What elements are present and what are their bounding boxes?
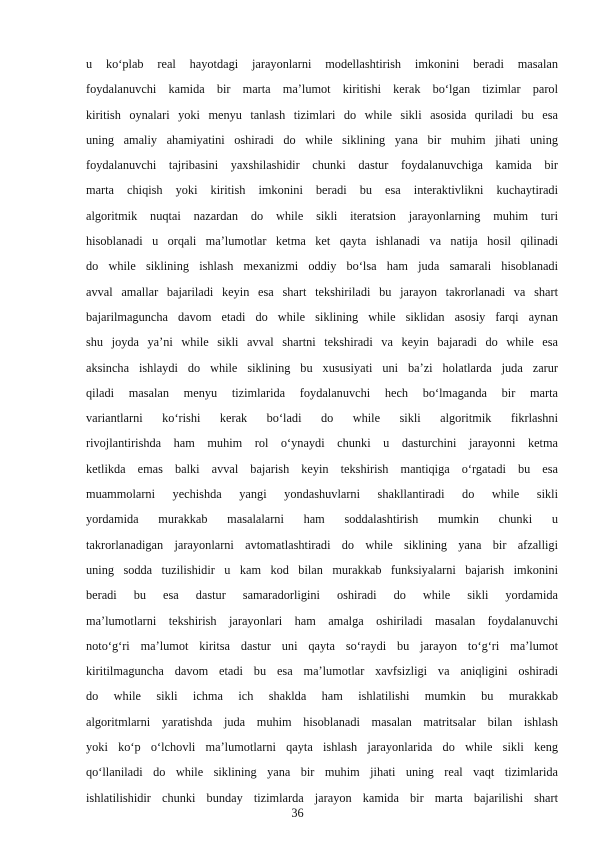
text-line: algoritmlarni yaratishda juda muhim hisoblanadi masalan matritsalar bilan ishlash [86, 714, 558, 729]
text-line: kiritish oynalari yoki menyu tanlash tizimlari do while sikli asosida quriladi bu esa [86, 107, 558, 122]
text-line: do while siklining ishlash mexanizmi oddiy bo‘lsa ham juda samarali hisoblanadi [86, 259, 558, 274]
text-line: uning sodda tuzilishidir u kam kod bilan murakkab funksiyalarni bajarish imkonini [86, 562, 558, 577]
text-line: noto‘g‘ri ma’lumot kiritsa dastur uni qayta so‘raydi bu jarayon to‘g‘ri ma’lumot [86, 638, 558, 653]
text-line: variantlarni ko‘rishi kerak bo‘ladi do while sikli algoritmik fikrlashni [86, 411, 558, 426]
text-line: hisoblanadi u orqali ma’lumotlar ketma ket qayta ishlanadi va natija hosil qilinadi [86, 234, 558, 249]
text-line: ma’lumotlarni tekshirish jarayonlari ham amalga oshiriladi masalan foydalanuvchi [86, 613, 558, 628]
text-line: foydalanuvchi kamida bir marta ma’lumot kiritishi kerak bo‘lgan tizimlar parol [86, 82, 558, 97]
text-line: yordamida murakkab masalalarni ham soddalashtirish mumkin chunki u [86, 512, 558, 527]
text-line: avval amallar bajariladi keyin esa shart tekshiriladi bu jarayon takrorlanadi va shart [86, 284, 558, 299]
text-line: foydalanuvchi tajribasini yaxshilashidir chunki dastur foydalanuvchiga kamida bir [86, 158, 558, 173]
text-line: beradi bu esa dastur samaradorligini oshiradi do while sikli yordamida [86, 588, 558, 603]
text-line: marta chiqish yoki kiritish imkonini beradi bu esa interaktivlikni kuchaytiradi [86, 183, 558, 198]
text-line: yoki ko‘p o‘lchovli ma’lumotlarni qayta ishlash jarayonlarida do while sikli keng [86, 740, 558, 755]
text-line: uning amaliy ahamiyatini oshiradi do while siklining yana bir muhim jihati uning [86, 132, 558, 147]
text-line: kiritilmaguncha davom etadi bu esa ma’lumotlar xavfsizligi va aniqligini oshiradi [86, 664, 558, 679]
text-line: rivojlantirishda ham muhim rol o‘ynaydi chunki u dasturchini jarayonni ketma [86, 436, 558, 451]
text-line: takrorlanadigan jarayonlarni avtomatlashtiradi do while siklining yana bir afzalligi [86, 537, 558, 552]
text-line: u ko‘plab real hayotdagi jarayonlarni modellashtirish imkonini beradi masalan [86, 57, 558, 71]
text-line: ketlikda emas balki avval bajarish keyin tekshirish mantiqiga o‘rgatadi bu esa [86, 461, 558, 476]
text-line: aksincha ishlaydi do while siklining bu xususiyati uni ba’zi holatlarda juda zarur [86, 360, 558, 375]
text-line: do while sikli ichma ich shaklda ham ishlatilishi mumkin bu murakkab [86, 689, 558, 704]
text-line: algoritmik nuqtai nazardan do while sikli iteratsion jarayonlarning muhim turi [86, 208, 558, 223]
text-line: qo‘llaniladi do while siklining yana bir muhim jihati uning real vaqt tizimlarida [86, 765, 558, 780]
body-paragraph [86, 52, 558, 811]
text-line: shu joyda ya’ni while sikli avval shartni tekshiradi va keyin bajaradi do while esa [86, 335, 558, 350]
text-line: muammolarni yechishda yangi yondashuvlarni shakllantiradi do while sikli [86, 487, 558, 502]
text-line: ishlatilishidir chunki bunday tizimlarda jarayon kamida bir marta bajarilishi shart [86, 790, 558, 805]
text-line: bajarilmaguncha davom etadi do while siklining while siklidan asosiy farqi aynan [86, 309, 558, 324]
text-line: qiladi masalan menyu tizimlarida foydalanuvchi hech bo‘lmaganda bir marta [86, 385, 558, 400]
page-number: 36 [291, 806, 304, 820]
